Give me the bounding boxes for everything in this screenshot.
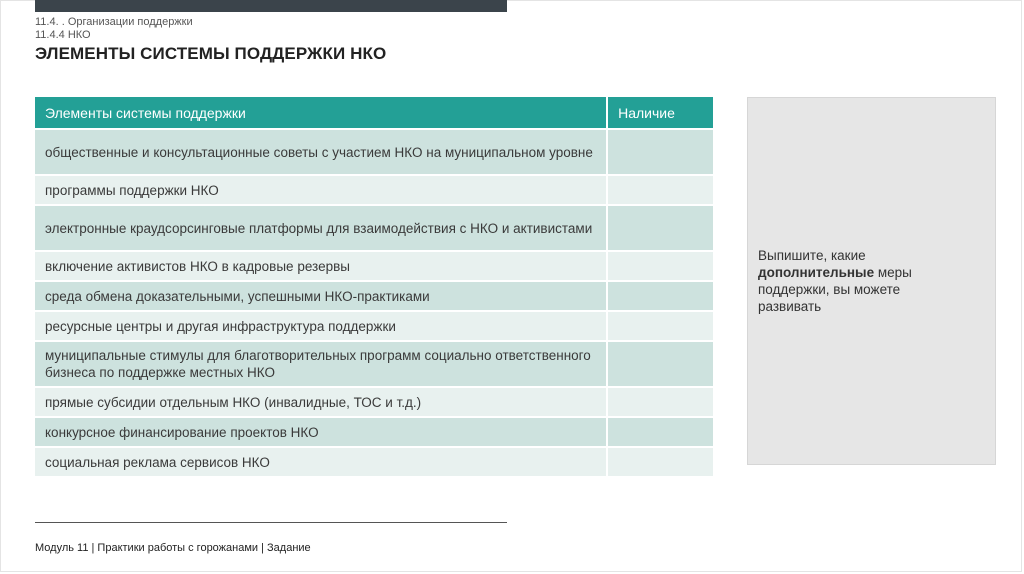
breadcrumb-section: 11.4. . Организации поддержки [35,16,193,28]
element-cell: общественные и консультационные советы с участием НКО на муниципальном уровне [35,130,608,176]
task-line-1: Выпишите, какие [758,248,866,263]
element-cell: социальная реклама сервисов НКО [35,448,608,478]
element-cell: муниципальные стимулы для благотворительных программ социально ответственного бизнеса по поддержке местных НКО [35,342,608,388]
table-row [35,282,713,312]
table-row [35,252,713,282]
element-cell: прямые субсидии отдельным НКО (инвалидные, ТОС и т.д.) [35,388,608,418]
availability-cell[interactable] [608,282,713,312]
task-box [747,97,996,465]
element-cell: электронные краудсорсинговые платформы для взаимодействия с НКО и активистами [35,206,608,252]
support-elements-table [35,97,713,478]
element-cell: среда обмена доказательными, успешными НКО-практиками [35,282,608,312]
footer-divider [35,522,507,523]
element-cell: программы поддержки НКО [35,176,608,206]
element-cell: конкурсное финансирование проектов НКО [35,418,608,448]
task-line-3: поддержки, вы можете [758,282,901,297]
availability-cell[interactable] [608,206,713,252]
availability-cell[interactable] [608,388,713,418]
availability-cell[interactable] [608,448,713,478]
table-row [35,312,713,342]
page-title: ЭЛЕМЕНТЫ СИСТЕМЫ ПОДДЕРЖКИ НКО [35,44,387,63]
availability-cell[interactable] [608,252,713,282]
table-row [35,342,713,388]
table-row [35,418,713,448]
table-row [35,176,713,206]
table-row [35,448,713,478]
element-cell: ресурсные центры и другая инфраструктура поддержки [35,312,608,342]
table-header-row [35,97,713,130]
footer-text: Модуль 11 | Практики работы с горожанами | Задание [35,542,311,554]
task-emphasis: дополнительные [758,265,875,280]
column-header-availability: Наличие [608,97,713,130]
availability-cell[interactable] [608,312,713,342]
element-cell: включение активистов НКО в кадровые резервы [35,252,608,282]
availability-cell[interactable] [608,130,713,176]
table-row [35,206,713,252]
table-row [35,388,713,418]
task-instruction [758,247,958,315]
column-header-elements: Элементы системы поддержки [35,97,608,130]
task-line-2-rest: меры [874,265,912,280]
availability-cell[interactable] [608,418,713,448]
availability-cell[interactable] [608,176,713,206]
availability-cell[interactable] [608,342,713,388]
task-line-4: развивать [758,299,822,314]
breadcrumb-subsection: 11.4.4 НКО [35,29,91,41]
top-accent-bar [35,0,507,12]
table-row [35,130,713,176]
